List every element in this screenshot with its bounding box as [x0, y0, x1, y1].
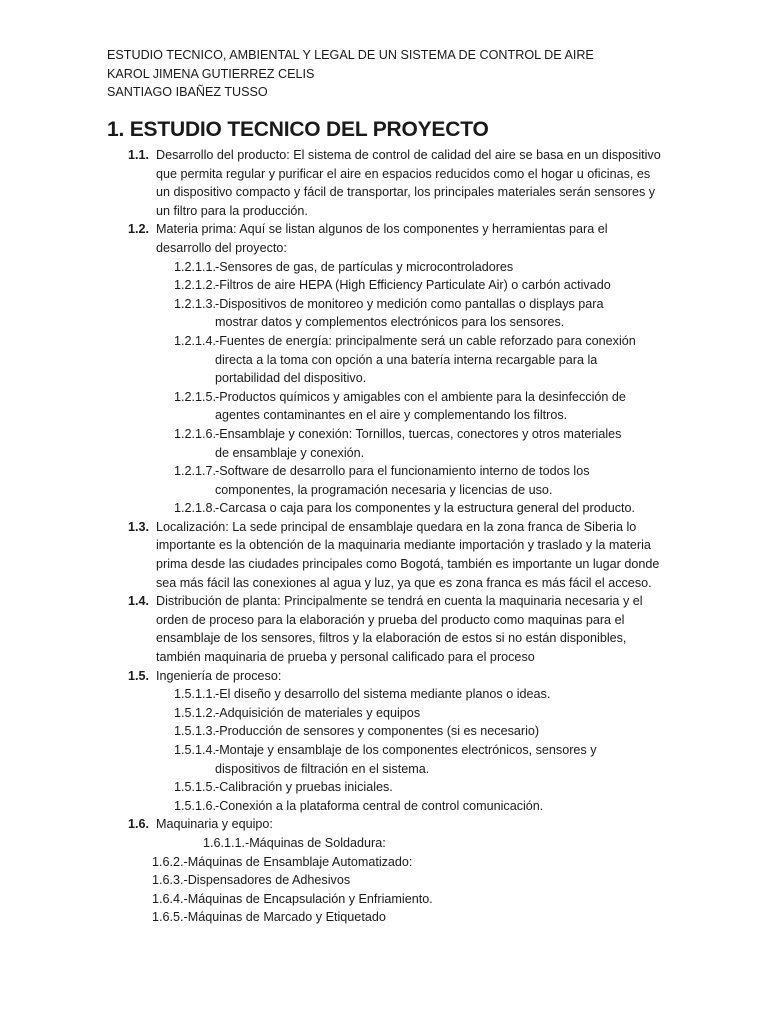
- subsection-1-1: [0, 146, 768, 220]
- item-text: -Fuentes de energía: principalmente será un cable reforzado para conexión: [215, 333, 636, 348]
- document-header: [107, 46, 594, 102]
- list-item: [0, 722, 768, 741]
- item-number: 1.5.1.2.: [174, 705, 217, 720]
- item-number: 1.2.1.8.: [174, 501, 217, 516]
- list-item: [0, 332, 768, 388]
- list-item: [0, 834, 768, 853]
- header-author-2: SANTIAGO IBAÑEZ TUSSO: [107, 85, 268, 99]
- item-number: 1.5.1.4.: [174, 743, 217, 757]
- item-text: -El diseño y desarrollo del sistema mediante planos o ideas.: [215, 687, 551, 702]
- subsection-1-2: [0, 220, 768, 257]
- list-item: [0, 388, 768, 425]
- list-item: [0, 704, 768, 723]
- item-text-continued: dispositivos de filtración en el sistema.: [215, 761, 430, 776]
- subsection-1-3: [0, 518, 768, 592]
- item-text: -Dispositivos de monitoreo y medición como pantallas o displays para: [215, 296, 604, 311]
- list-item: 1.6.3.-Dispensadores de Adhesivos: [152, 873, 351, 888]
- list-item: [0, 295, 768, 332]
- subsection-1-6: [0, 815, 768, 834]
- item-text: -Adquisición de materiales y equipos: [215, 705, 421, 720]
- subsection-text: Desarrollo del producto: El sistema de control de calidad del aire se basa en un dispositivo que permita regular y purificar el aire en espacios reducidos como el hogar u oficinas, es un dispositivo compacto y fácil de transportar, los principales materiales serán sensores y un filtro para la producción.: [156, 148, 661, 218]
- subsection-number: 1.3.: [128, 519, 150, 534]
- header-title-line: ESTUDIO TECNICO, AMBIENTAL Y LEGAL DE UN SISTEMA DE CONTROL DE AIRE: [107, 48, 594, 62]
- subsection-number: 1.5.: [128, 668, 150, 683]
- item-text-continued: mostrar datos y complementos electrónicos para los sensores.: [215, 315, 565, 330]
- item-number: 1.6.1.1.: [203, 835, 246, 850]
- subsection-text: Maquinaria y equipo:: [156, 817, 273, 832]
- item-text: -Filtros de aire HEPA (High Efficiency Particulate Air) o carbón activado: [215, 278, 611, 293]
- subsection-number: 1.6.: [128, 817, 150, 832]
- item-number: 1.2.1.1.: [174, 259, 217, 274]
- section-content: [0, 146, 768, 927]
- subsection-number: 1.2.: [128, 222, 150, 237]
- list-item: [0, 778, 768, 797]
- list-item: 1.6.2.-Máquinas de Ensamblaje Automatizado:: [152, 854, 413, 869]
- item-text: -Carcasa o caja para los componentes y la estructura general del producto.: [215, 501, 636, 516]
- item-text: -Ensamblaje y conexión: Tornillos, tuercas, conectores y otros materiales: [215, 426, 622, 441]
- subsection-number: 1.1.: [128, 148, 150, 162]
- subsection-text: Ingeniería de proceso:: [156, 668, 282, 683]
- subsection-text: Materia prima: Aquí se listan algunos de los componentes y herramientas para el desarrollo del proyecto:: [156, 222, 608, 255]
- item-number: 1.2.1.7.: [174, 464, 217, 479]
- list-item: [0, 258, 768, 277]
- item-text: -Sensores de gas, de partículas y microcontroladores: [215, 259, 514, 274]
- item-number: 1.5.1.1.: [174, 687, 217, 702]
- item-text-continued: componentes, la programación necesaria y licencias de uso.: [215, 482, 553, 497]
- item-number: 1.2.1.4.: [174, 333, 217, 348]
- subsection-1-4: [0, 592, 768, 666]
- list-item: [0, 741, 768, 778]
- list-item: [0, 797, 768, 816]
- subsection-text: Localización: La sede principal de ensamblaje quedara en la zona franca de Siberia lo importante es la obtención de la maquinaria mediante importación y traslado y la materia prima desde las ciudades principales como Bogotá, también es importante un lugar donde sea más fácil las conexiones al agua y luz, ya que es zona franca es más fácil el acceso.: [156, 519, 660, 590]
- header-author-1: KAROL JIMENA GUTIERREZ CELIS: [107, 66, 315, 81]
- item-text: -Conexión a la plataforma central de control comunicación.: [215, 798, 544, 813]
- item-text-continued: de ensamblaje y conexión.: [215, 445, 365, 460]
- list-item: [0, 276, 768, 295]
- item-number: 1.5.1.6.: [174, 798, 217, 813]
- subsection-1-5: [0, 667, 768, 686]
- item-number: 1.2.1.2.: [174, 278, 217, 293]
- list-item: 1.6.5.-Máquinas de Marcado y Etiquetado: [152, 910, 386, 925]
- subsection-text: Distribución de planta: Principalmente se tendrá en cuenta la maquinaria necesaria y el orden de proceso para la elaboración y prueba del producto como maquinas para el ensamblaje de los sensores, filtros y la elaboración de estos si no están disponibles, también maquinaria de prueba y personal calificado para el proceso: [156, 594, 643, 665]
- item-text: -Producción de sensores y componentes (si es necesario): [215, 724, 540, 739]
- item-text: -Montaje y ensamblaje de los componentes electrónicos, sensores y: [215, 743, 597, 757]
- list-item: [0, 499, 768, 518]
- item-number: 1.2.1.6.: [174, 426, 217, 441]
- item-text: -Productos químicos y amigables con el ambiente para la desinfección de: [215, 389, 626, 404]
- item-text-continued: agentes contaminantes en el aire y complementando los filtros.: [215, 408, 568, 423]
- list-item: 1.6.4.-Máquinas de Encapsulación y Enfriamiento.: [152, 891, 433, 906]
- item-text: -Calibración y pruebas iniciales.: [215, 780, 393, 795]
- list-item: [0, 462, 768, 499]
- list-item: [0, 685, 768, 704]
- item-text: -Máquinas de Soldadura:: [245, 835, 386, 850]
- list-item: [0, 425, 768, 462]
- item-number: 1.5.1.5.: [174, 780, 217, 795]
- item-number: 1.2.1.3.: [174, 296, 217, 311]
- item-text: -Software de desarrollo para el funcionamiento interno de todos los: [215, 464, 590, 479]
- subsection-number: 1.4.: [128, 594, 150, 609]
- section-heading: 1. ESTUDIO TECNICO DEL PROYECTO: [107, 118, 489, 141]
- item-text-continued: directa a la toma con opción a una batería interna recargable para la portabilidad del dispositivo.: [215, 352, 598, 386]
- item-number: 1.2.1.5.: [174, 389, 217, 404]
- item-number: 1.5.1.3.: [174, 724, 217, 739]
